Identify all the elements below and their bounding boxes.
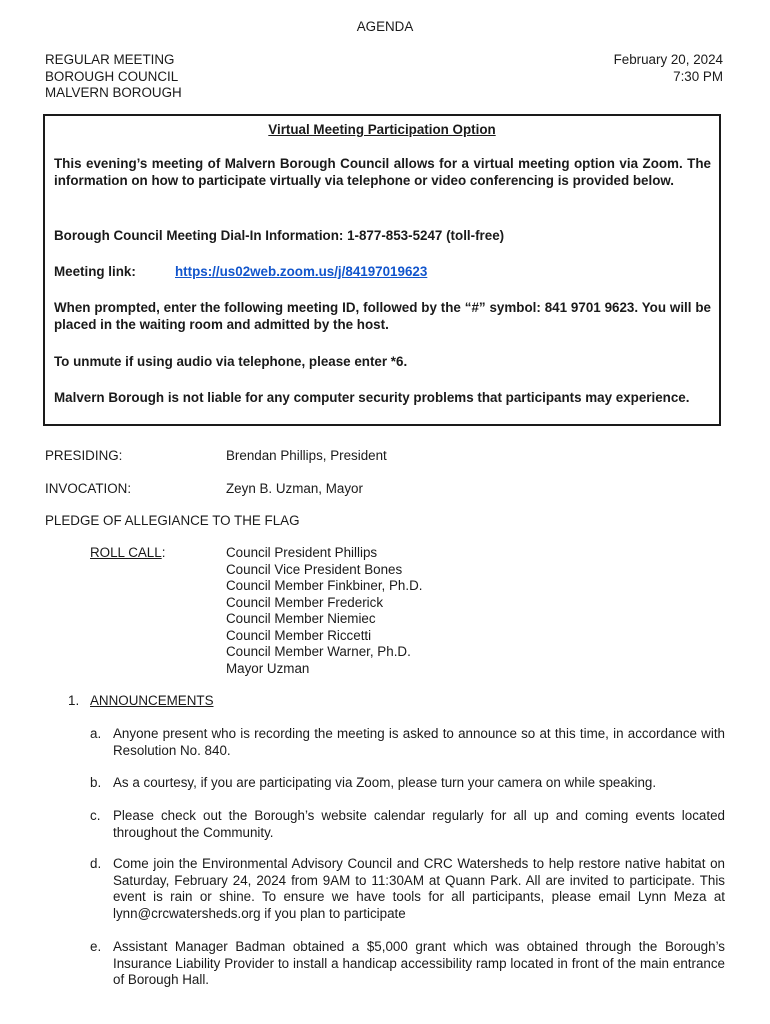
invocation-value: Zeyn B. Uzman, Mayor [226,481,363,496]
list-item: Council President Phillips [226,545,378,560]
list-item: Mayor Uzman [226,660,310,676]
item-letter: b. [90,775,102,790]
announcement-item: Assistant Manager Badman obtained a $5,000 grant which was obtained through the Borough’s Insurance Liability Provider to install a handicap accessibility ramp located in front of the main entrance of Borough Hall. [113,939,725,987]
list-item: Council Vice President Bones [226,561,403,577]
list-item: Council Member Warner, Ph.D. [226,644,411,659]
roll-call-colon: : [161,545,166,560]
meeting-datetime [614,52,723,85]
virtual-meeting-box [43,114,721,426]
item-letter: d. [90,856,102,871]
virtual-meeting-intro: This evening’s meeting of Malvern Borough Council allows for a virtual meeting option via Zoom. The information on how to participate virtually via telephone or video conferencing is provided below. [54,156,711,188]
announcement-item: Come join the Environmental Advisory Council and CRC Watersheds to help restore native habitat on Saturday, February 24, 2024 from 9AM to 11:30AM at Quann Park. All are invited to participate. This event is rain or shine. To ensure we have tools for all participants, please email Lynn Meza at lynn@crcwatersheds.org if you plan to participate [113,856,725,921]
item-letter: a. [90,726,102,741]
meeting-link-label: Meeting link: [54,264,136,279]
meeting-borough: MALVERN BOROUGH [45,85,182,100]
announcement-item: Please check out the Borough’s website calendar regularly for all up and coming events located throughout the Community. [113,808,725,840]
list-item: Council Member Riccetti [226,627,372,643]
liability-notice: Malvern Borough is not liable for any computer security problems that participants may experience. [54,390,690,405]
list-item: Council Member Finkbiner, Ph.D. [226,578,423,593]
meeting-body: BOROUGH COUNCIL [45,68,179,84]
dial-in-info: Borough Council Meeting Dial-In Information: 1-877-853-5247 (toll-free) [54,228,505,243]
announcement-item: Anyone present who is recording the meeting is asked to announce so at this time, in accordance with Resolution No. 840. [113,726,725,758]
announcement-item: As a courtesy, if you are participating via Zoom, please turn your camera on while speaking. [113,775,657,790]
meeting-link-row [54,264,711,281]
list-item: Council Member Niemiec [226,611,376,626]
roll-call-label: ROLL CALL [90,545,162,560]
pledge-heading: PLEDGE OF ALLEGIANCE TO THE FLAG [45,513,300,528]
virtual-meeting-title: Virtual Meeting Participation Option [268,122,496,137]
meeting-date: February 20, 2024 [613,52,723,67]
agenda-title: AGENDA [356,19,414,34]
meeting-link[interactable]: https://us02web.zoom.us/j/84197019623 [175,264,428,279]
invocation-label: INVOCATION: [45,481,132,496]
meeting-type: REGULAR MEETING [45,52,175,67]
announcements-heading: ANNOUNCEMENTS [90,693,214,708]
section-number: 1. [68,693,80,708]
item-letter: e. [90,939,102,954]
roll-call-heading [90,545,165,562]
meeting-info [45,52,182,102]
unmute-info: To unmute if using audio via telephone, please enter *6. [54,354,408,369]
item-letter: c. [90,808,101,823]
meeting-time: 7:30 PM [673,68,723,84]
presiding-label: PRESIDING: [45,448,123,463]
roll-call-list [226,545,422,677]
presiding-value: Brendan Phillips, President [226,448,387,463]
meeting-id-info: When prompted, enter the following meeting ID, followed by the “#” symbol: 841 9701 9623. You will be placed in the waiting room and admitted by the host. [54,300,711,332]
list-item: Council Member Frederick [226,594,384,610]
